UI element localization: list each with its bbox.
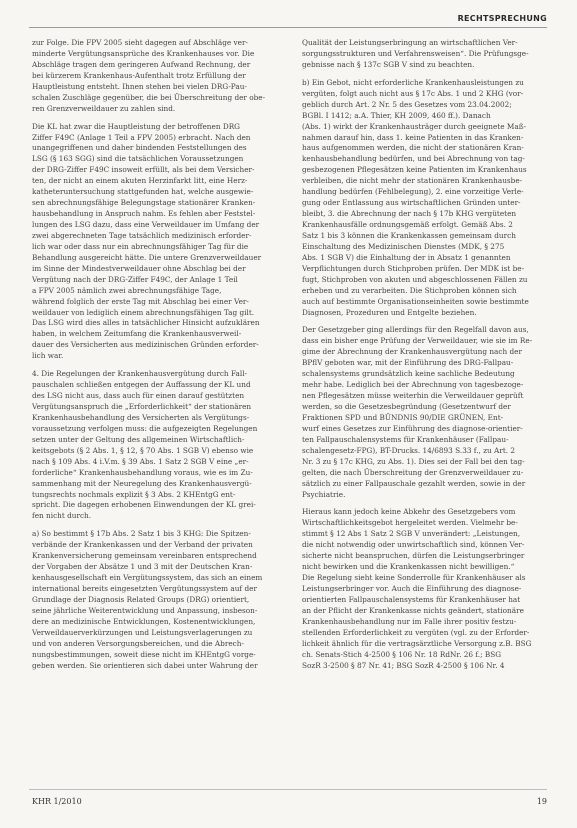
text-line: voraussetzung verfolgen muss: die aufgezeigten Regelungen <box>32 423 258 433</box>
text-line: tungsrechts nochmals explizit § 3 Abs. 2 KHEntgG ent- <box>32 489 236 499</box>
text-line: Fraktionen SPD und BÜNDNIS 90/DIE GRÜNEN, Ent- <box>302 412 504 422</box>
text-line: mehr habe. Lediglich bei der Abrechnung von tagesbezoge- <box>302 380 524 390</box>
text-line: Leistungserbringer vor. Auch die Einführung des diagnose- <box>302 584 522 593</box>
text-line: sorgungsstrukturen und Verfahrensweisen“. Die Prüfungsge- <box>302 48 529 58</box>
text-line: auch auf bestimmte Organisationseinheiten sowie bestimmte <box>302 296 529 306</box>
text-line: nach § 109 Abs. 4 i.V.m. § 39 Abs. 1 Satz 2 SGB V eine „er- <box>32 456 249 466</box>
text-line: ren Grenzverweildauer zu zahlen sind. <box>32 103 176 113</box>
text-line: Abschläge tragen dem geringeren Aufwand Rechnung, der <box>32 59 251 69</box>
text-line: kenhausgesellschaft ein Vergütungssystem, das sich an einem <box>32 573 263 583</box>
text-line: katheteruntersuchung stattgefunden hat, welche ausgewie- <box>32 187 254 197</box>
text-line: Das LSG wird dies alles in tatsächlicher Hinsicht aufzuklären <box>32 318 260 328</box>
text-line: schalensystems grundsätzlich keine sachliche Bedeutung <box>302 369 515 379</box>
text-line: forderliche“ Krankenhausbehandlung voraus, wie es im Zu- <box>32 467 253 477</box>
text-line: nungsbestimmungen, soweit diese nicht im KHEntgG vorge- <box>32 649 256 659</box>
text-line: Satz 1 bis 3 können die Krankenkassen gemeinsam durch <box>302 230 516 240</box>
text-line: pauschalen schließen entgegen der Auffassung der KL und <box>32 380 251 390</box>
text-line: schalengesetz-FPG), BT-Drucks. 14/6893 S.33 f., zu Art. 2 <box>302 445 516 455</box>
text-line: minderte Vergütungsansprüche des Krankenhauses vor. Die <box>32 48 255 58</box>
journal-citation: KHR 1/2010 <box>32 797 82 806</box>
text-line: zur Folge. Die FPV 2005 sieht dagegen auf Abschläge ver- <box>32 38 248 47</box>
text-line: Krankenhausbehandlung des Versicherten als Vergütungs- <box>32 412 250 422</box>
text-line: Einschaltung des Medizinischen Dienstes (MDK, § 275 <box>302 241 505 251</box>
text-line: während folglich der erste Tag mit Abschlag bei einer Ver- <box>32 296 249 306</box>
text-line: haus aufgenommen werden, die nicht der stationären Kran- <box>302 143 524 153</box>
text-line: stimmt § 12 Abs 1 Satz 2 SGB V unverändert: „Leistungen, <box>302 529 521 539</box>
text-line: an der Pflicht der Krankenkasse nichts geändert, stationäre <box>302 605 524 615</box>
text-line: Abs. 1 SGB V) die Einhaltung der in Absatz 1 genannten <box>302 252 511 262</box>
text-line: nen Pflegesätzen müsse weiterhin die Verweildauer geprüft <box>302 391 524 401</box>
text-line: verbleiben, die nicht mehr der stationären Krankenhausbe- <box>302 176 523 186</box>
text-line: Krankenhausfälle ordnungsgemäß erfolgt. Gemäß Abs. 2 <box>302 220 513 229</box>
text-line: hausbehandlung in Anspruch nahm. Es fehlen aber Feststel- <box>32 209 256 219</box>
paragraph <box>302 325 547 500</box>
text-line: Krankenversicherung gemeinsam vereinbaren entsprechend <box>32 551 257 561</box>
footer-divider <box>29 789 547 790</box>
text-line: des LSG nicht aus, dass auch für einen darauf gestützten <box>32 391 245 401</box>
text-line: Der Gesetzgeber ging allerdings für den Regelfall davon aus, <box>302 325 529 335</box>
text-line: b) Ein Gebot, nicht erforderliche Krankenhausleistungen zu <box>302 77 524 87</box>
text-line: bleibt, 3. die Abrechnung der nach § 17b KHG vergüteten <box>302 209 517 219</box>
section-header: RECHTSPRECHUNG <box>457 14 547 23</box>
text-line: Hieraus kann jedoch keine Abkehr des Gesetzgebers vom <box>302 507 516 517</box>
text-line: sen abrechnungsfähige Belegungstage stationärer Kranken- <box>32 198 256 208</box>
text-line: die nicht notwendig oder unwirtschaftlich sind, können Ver- <box>302 540 525 550</box>
text-line: Verpflichtungen durch Stichproben prüfen. Der MDK ist be- <box>302 263 525 273</box>
text-line: Diagnosen, Prozeduren und Entgelte beziehen. <box>302 307 477 317</box>
page-number: 19 <box>536 797 547 806</box>
text-line: ten, der nicht an einem akuten Herzinfarkt litt, eine Herz- <box>32 176 248 186</box>
text-line: ch. Senats-Stich 4-2500 § 106 Nr. 18 RdNr. 26 f.; BSG <box>302 649 502 659</box>
text-line: sätzlich zu einer Fallpauschale gezahlt werden, sowie in der <box>302 478 526 488</box>
text-line: schalen Zuschläge gegenüber, die bei Überschreitung der obe- <box>32 92 266 102</box>
paragraph <box>32 122 277 363</box>
text-line: dauer des Versicherten aus medizinischen Gründen erforder- <box>32 340 259 350</box>
text-line: handlung bedürfen (Fehlbelegung), 2. eine vorzeitige Verle- <box>302 187 524 197</box>
text-line: lichkeit ähnlich für die vertragsärztliche Versorgung z.B. BSG <box>302 638 532 648</box>
text-line: Die Regelung sieht keine Sonderrolle für Krankenhäuser als <box>302 573 526 583</box>
text-line: Vergütung nach der DRG-Ziffer F49C, der Anlage 1 Teil <box>32 274 238 284</box>
text-line: Krankenhausbehandlung nur im Falle ihrer positiv festzu- <box>302 616 517 626</box>
paragraph <box>302 507 547 671</box>
text-line: vergüten, folgt auch nicht aus § 17c Abs. 1 und 2 KHG (vor- <box>302 88 524 98</box>
text-line: erheben und zu verarbeiten. Die Stichproben können sich <box>302 285 517 295</box>
text-line: dere an medizinische Entwicklungen, Kostenentwicklungen, <box>32 616 256 626</box>
text-line: gime der Abrechnung der Krankenhausvergütung nach der <box>302 347 522 357</box>
text-line: Psychiatrie. <box>302 489 346 499</box>
text-line: geben werden. Sie orientieren sich dabei unter Wahrung der <box>32 660 258 670</box>
text-line: stellenden Erforderlichkeit zu vergüten (vgl. zu der Erforder- <box>302 627 530 637</box>
text-line: Qualität der Leistungserbringung an wirtschaftlichen Ver- <box>302 38 518 47</box>
text-line: gesbezogenen Pflegesätzen keine Patienten im Krankenhaus <box>302 165 527 175</box>
text-line: geblich durch Art. 2 Nr. 5 des Gesetzes vom 23.04.2002; <box>302 99 512 109</box>
text-line: Grundlage der Diagnosis Related Groups (DRG) orientiert, <box>32 594 250 604</box>
text-line: (Abs. 1) wirkt der Krankenhausträger durch geeignete Maß- <box>302 121 527 131</box>
right-text-column <box>302 38 547 679</box>
text-line: fugt, Stichproben von akuten und abgeschlossenen Fällen zu <box>302 274 528 284</box>
text-line: seine jährliche Weiterentwicklung und Anpassung, insbeson- <box>32 605 258 615</box>
text-line: 4. Die Regelungen der Krankenhausvergütung durch Fall- <box>32 369 248 379</box>
text-line: fen nicht durch. <box>32 511 92 521</box>
text-line: spricht. Die dagegen erhobenen Einwendungen der KL grei- <box>32 500 256 510</box>
text-line: zwei abgerechneten Tage tatsächlich medizinisch erforder- <box>32 230 252 240</box>
text-line: BGBl. I 1412; a.A. Thier, KH 2009, 460 ff.). Danach <box>302 110 491 120</box>
text-line: dass ein bisher enge Prüfung der Verweildauer, wie sie im Re- <box>302 336 533 346</box>
paragraph <box>302 38 547 71</box>
text-line: Wirtschaftlichkeitsgebot hergeleitet werden. Vielmehr be- <box>302 518 518 528</box>
paragraph <box>302 78 547 319</box>
text-line: a FPV 2005 nämlich zwei abrechnungsfähige Tage, <box>32 285 222 295</box>
text-line: der DRG-Ziffer F49C insoweit erfüllt, als bei dem Versicher- <box>32 165 255 175</box>
text-line: weildauer von lediglich einem abrechnungsfähigen Tag gilt. <box>32 307 255 317</box>
text-line: sicherte nicht beanspruchen, dürfen die Leistungserbringer <box>302 551 525 561</box>
text-line: BPflV geboten war, mit der Einführung des DRG-Fallpau- <box>302 358 514 368</box>
text-line: der Vorgaben der Absätze 1 und 3 mit der Deutschen Kran- <box>32 562 253 572</box>
header-divider <box>29 27 547 28</box>
text-line: bei kürzerem Krankenhaus-Aufenthalt trotz Erfüllung der <box>32 70 246 80</box>
text-line: werden, so die Gesetzesbegründung (Gesetzentwurf der <box>302 402 511 411</box>
text-line: wurf eines Gesetzes zur Einführung des diagnose-orientier- <box>302 423 523 433</box>
text-line: gebnisse nach § 137c SGB V sind zu beachten. <box>302 59 475 69</box>
text-line: nahmen darauf hin, dass 1. keine Patienten in das Kranken- <box>302 132 524 142</box>
text-line: Die KL hat zwar die Hauptleistung der betroffenen DRG <box>32 121 241 131</box>
text-line: LSG (§ 163 SGG) sind die tatsächlichen Voraussetzungen <box>32 154 244 164</box>
text-line: Behandlung ausgereicht hätte. Die untere Grenzverweildauer <box>32 252 262 262</box>
text-line: verbände der Krankenkassen und der Verband der privaten <box>32 540 253 550</box>
text-line: und von anderen Versorgungsbereichen, und die Abrech- <box>32 638 244 648</box>
text-line: Vergütungsanspruch die „Erforderlichkeit“ der stationären <box>32 402 252 411</box>
paragraph <box>32 38 277 115</box>
text-line: lich war. <box>32 351 64 361</box>
text-line: orientierten Fallpauschalensystems für Krankenhäuser hat <box>302 594 521 604</box>
text-line: im Sinne der Mindestverweildauer ohne Abschlag bei der <box>32 263 246 273</box>
text-line: international bereits eingesetzten Vergütungssystem auf der <box>32 584 257 593</box>
text-line: haben, in welchem Zeitumfang die Krankenhausverweil- <box>32 329 242 339</box>
text-line: ten Fallpauschalensystems für Krankenhäuser (Fallpau- <box>302 434 509 444</box>
text-line: lich war oder dass nur ein abrechnungsfähiger Tag für die <box>32 241 249 251</box>
text-line: kenhausbehandlung bedürfen, und bei Abrechnung von tag- <box>302 154 525 164</box>
paragraph <box>32 369 277 522</box>
text-line: nicht bewirken und die Krankenkassen nicht bewilligen.“ <box>302 562 515 572</box>
text-line: setzen unter der Geltung des allgemeinen Wirtschaftlich- <box>32 434 245 444</box>
left-text-column <box>32 38 277 679</box>
text-line: SozR 3-2500 § 87 Nr. 41; BSG SozR 4-2500 § 106 Nr. 4 <box>302 660 505 670</box>
text-line: keitsgebots (§ 2 Abs. 1, § 12, § 70 Abs. 1 SGB V) ebenso wie <box>32 445 254 455</box>
paragraph <box>32 529 277 671</box>
text-line: gung oder Entlassung aus wirtschaftlichen Gründen unter- <box>302 198 521 208</box>
text-line: gelten, die nach Überschreitung der Grenzverweildauer zu- <box>302 467 524 477</box>
text-line: Nr. 3 zu § 17c KHG, zu Abs. 1). Dies sei der Fall bei den tag- <box>302 456 525 466</box>
text-line: sammenhang mit der Neuregelung des Krankenhausvergü- <box>32 478 252 488</box>
text-line: Verweildauerverkürzungen und Leistungsverlagerungen zu <box>32 627 253 637</box>
text-line: a) So bestimmt § 17b Abs. 2 Satz 1 bis 3 KHG: Die Spitzen- <box>32 529 251 539</box>
text-line: Ziffer F49C (Anlage 1 Teil a FPV 2005) erbracht. Nach den <box>32 132 251 142</box>
text-line: unangegriffenen und daher bindenden Feststellungen des <box>32 143 247 153</box>
text-line: Hauptleistung entsteht. Ihnen stehen bei vielen DRG-Pau- <box>32 81 247 91</box>
text-line: lungen des LSG dazu, dass eine Verweildauer im Umfang der <box>32 220 260 229</box>
